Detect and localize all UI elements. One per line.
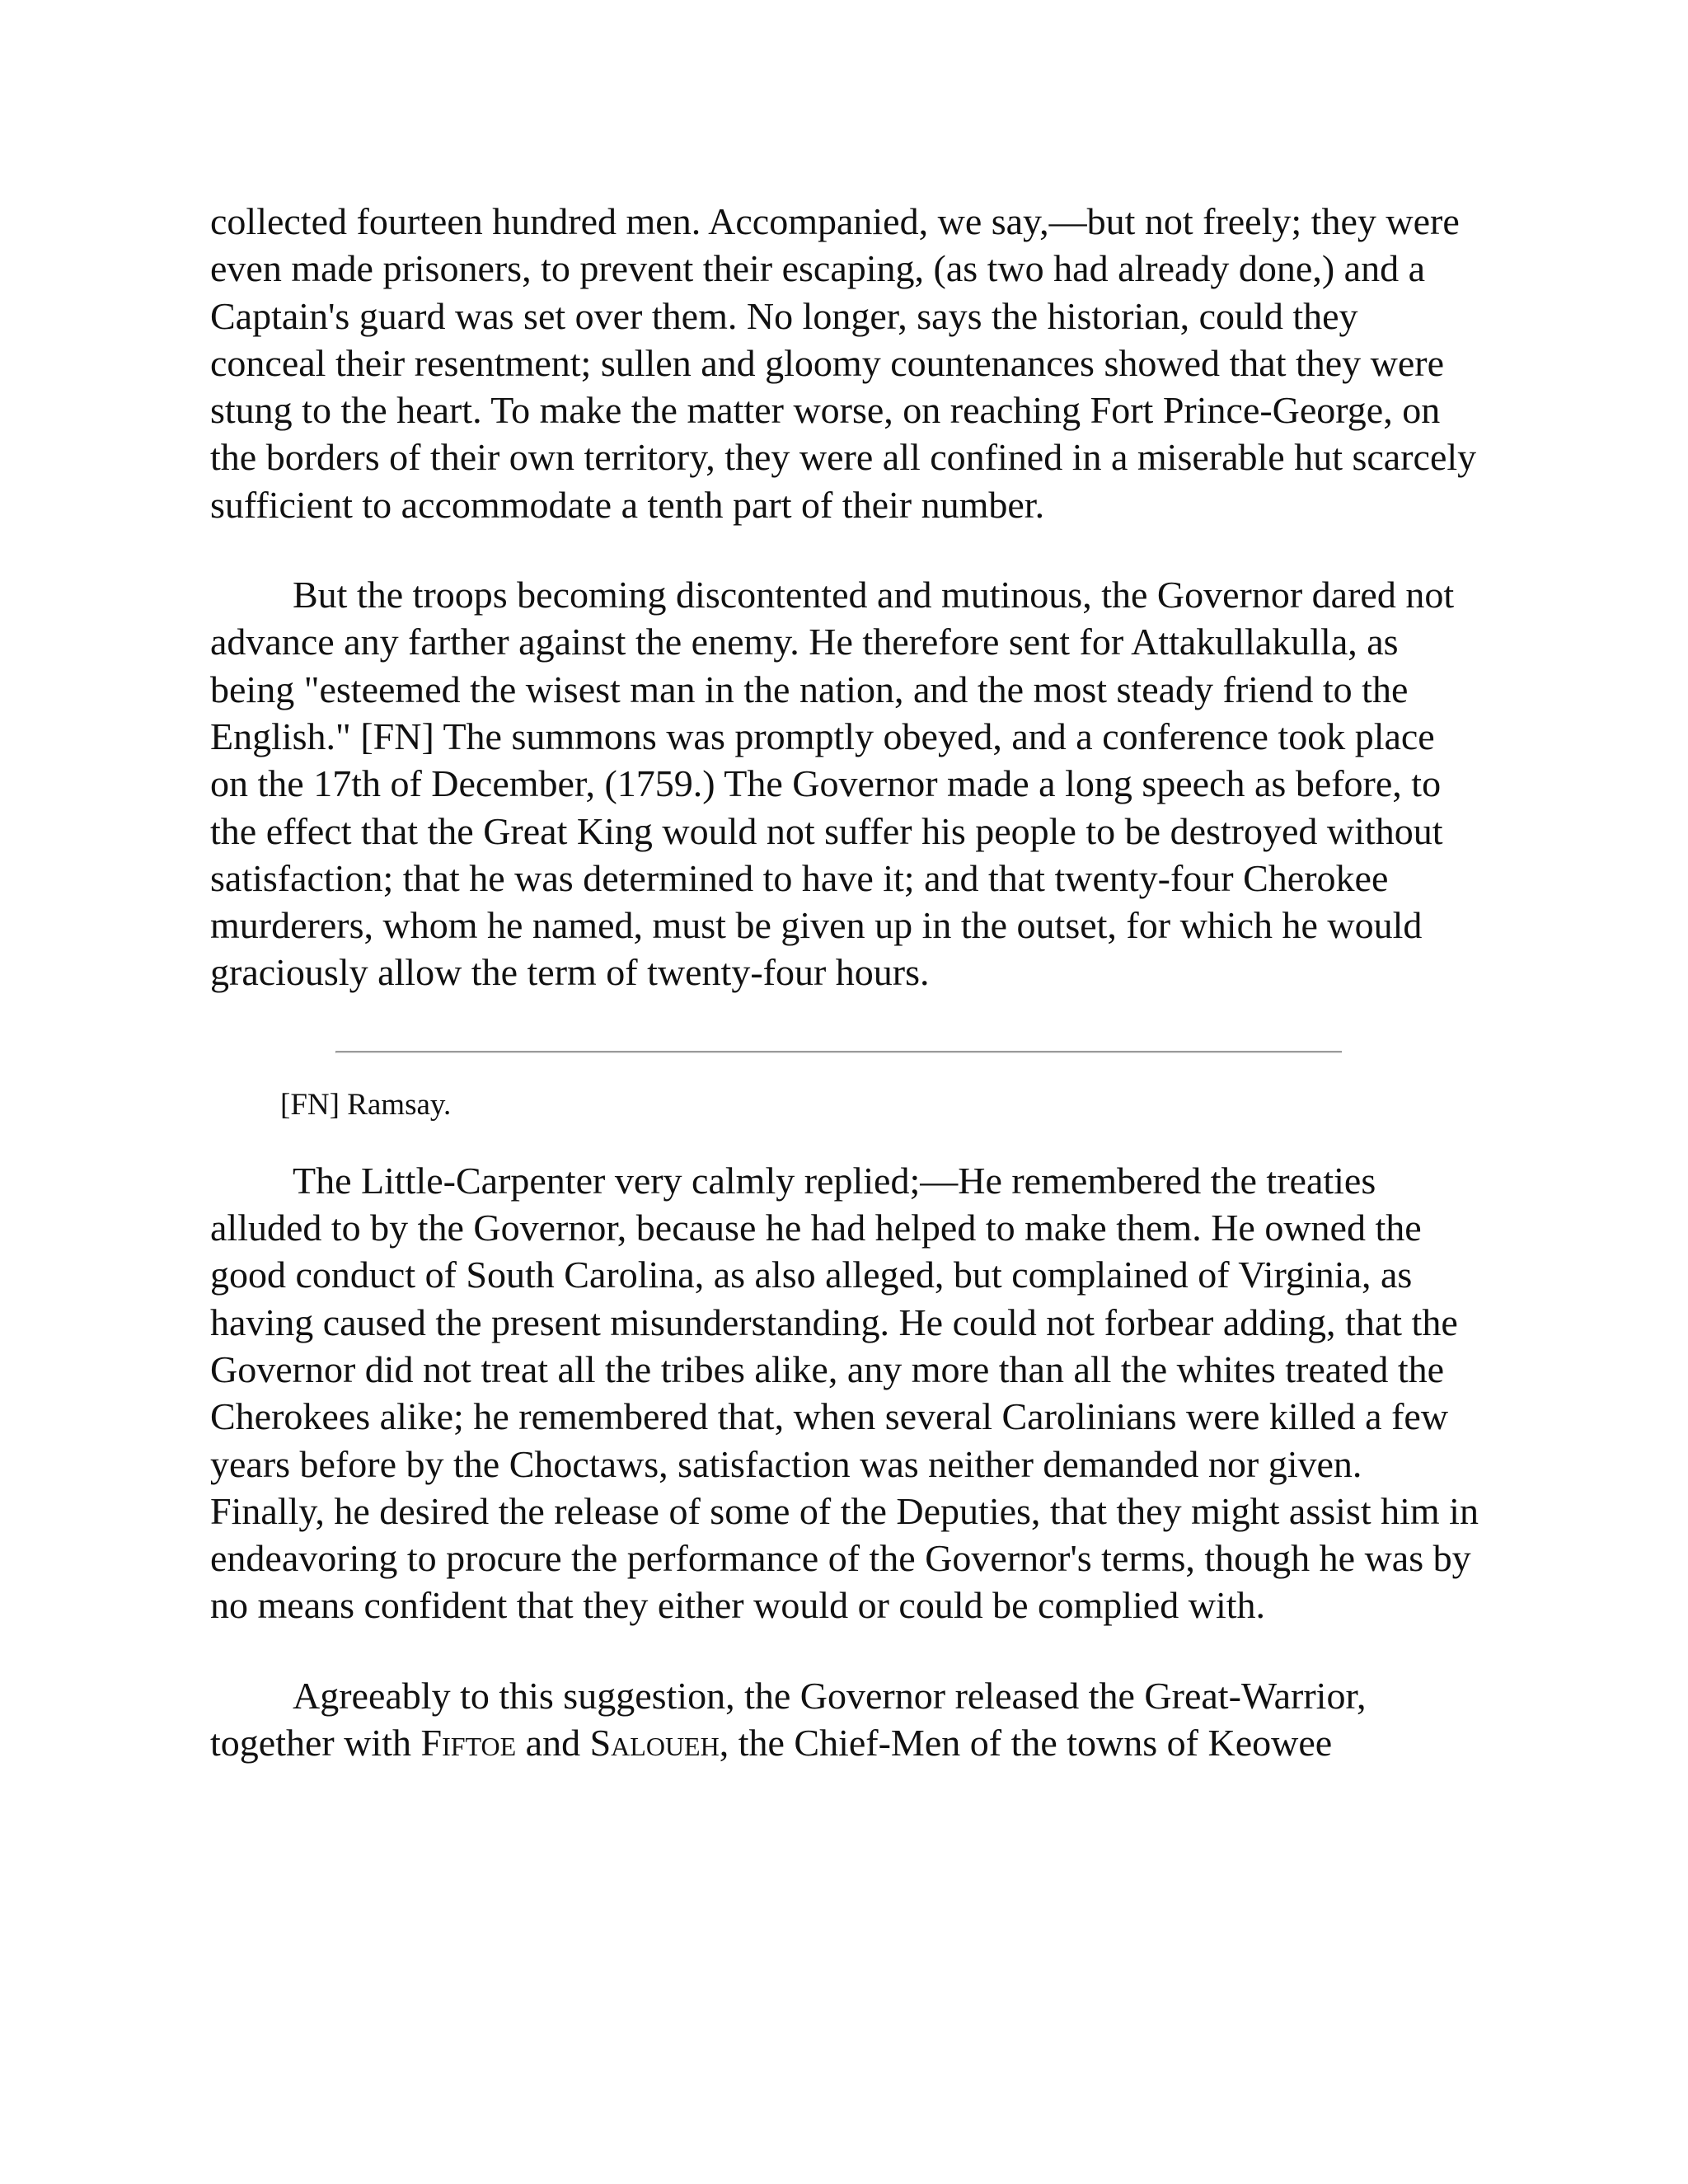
page-body bbox=[210, 198, 1479, 1766]
footnote: [FN] Ramsay. bbox=[280, 1087, 452, 1122]
paragraph-3: The Little-Carpenter very calmly replied;—He remembered the treaties alluded to by the Governor, because he had helped to make them. He owned the good conduct of South Carolina, as also alleged, but complained of Virginia, as having caused the present misunderstanding. He could not forbear adding, that the Governor did not treat all the tribes alike, any more than all the whites treated the Cherokees alike; he remembered that, when several Carolinians were killed a few years before by the Choctaws, satisfaction was neither demanded nor given. Finally, he desired the release of some of the Deputies, that they might assist him in endeavoring to procure the performance of the Governor's terms, though he was by no means confident that they either would or could be complied with. bbox=[210, 1159, 1479, 1627]
paragraph-4 bbox=[210, 1672, 1479, 1767]
footnote-divider bbox=[335, 1051, 1342, 1053]
name-fiftoe: Fiftoe bbox=[420, 1722, 517, 1765]
paragraph-4-text-a: Agreeably to this suggestion, the Governor released the Great-Warrior, together with bbox=[210, 1674, 1367, 1765]
paragraph-1: collected fourteen hundred men. Accompanied, we say,—but not freely; they were even made prisoners, to prevent their escaping, (as two had already done,) and a Captain's guard was set over them. No longer, says the historian, could they conceal their resentment; sullen and gloomy countenances showed that they were stung to the heart. To make the matter worse, on reaching Fort Prince-George, on the borders of their own territory, they were all confined in a miserable hut scarcely sufficient to accommodate a tenth part of their number. bbox=[210, 200, 1477, 526]
paragraph-2: But the troops becoming discontented and mutinous, the Governor dared not advance any farther against the enemy. He therefore sent for Attakullakulla, as being "esteemed the wisest man in the nation, and the most steady friend to the English." [FN] The summons was promptly obeyed, and a conference took place on the 17th of December, (1759.) The Governor made a long speech as before, to the effect that the Great King would not suffer his people to be destroyed without satisfaction; that he was determined to have it; and that twenty-four Cherokee murderers, whom he named, must be given up in the outset, for which he would graciously allow the term of twenty-four hours. bbox=[210, 574, 1455, 994]
paragraph-4-text-b: and bbox=[516, 1722, 590, 1765]
name-saloueh: Saloueh bbox=[589, 1722, 720, 1765]
paragraph-4-text-c: , the Chief-Men of the towns of Keowee bbox=[719, 1722, 1333, 1765]
